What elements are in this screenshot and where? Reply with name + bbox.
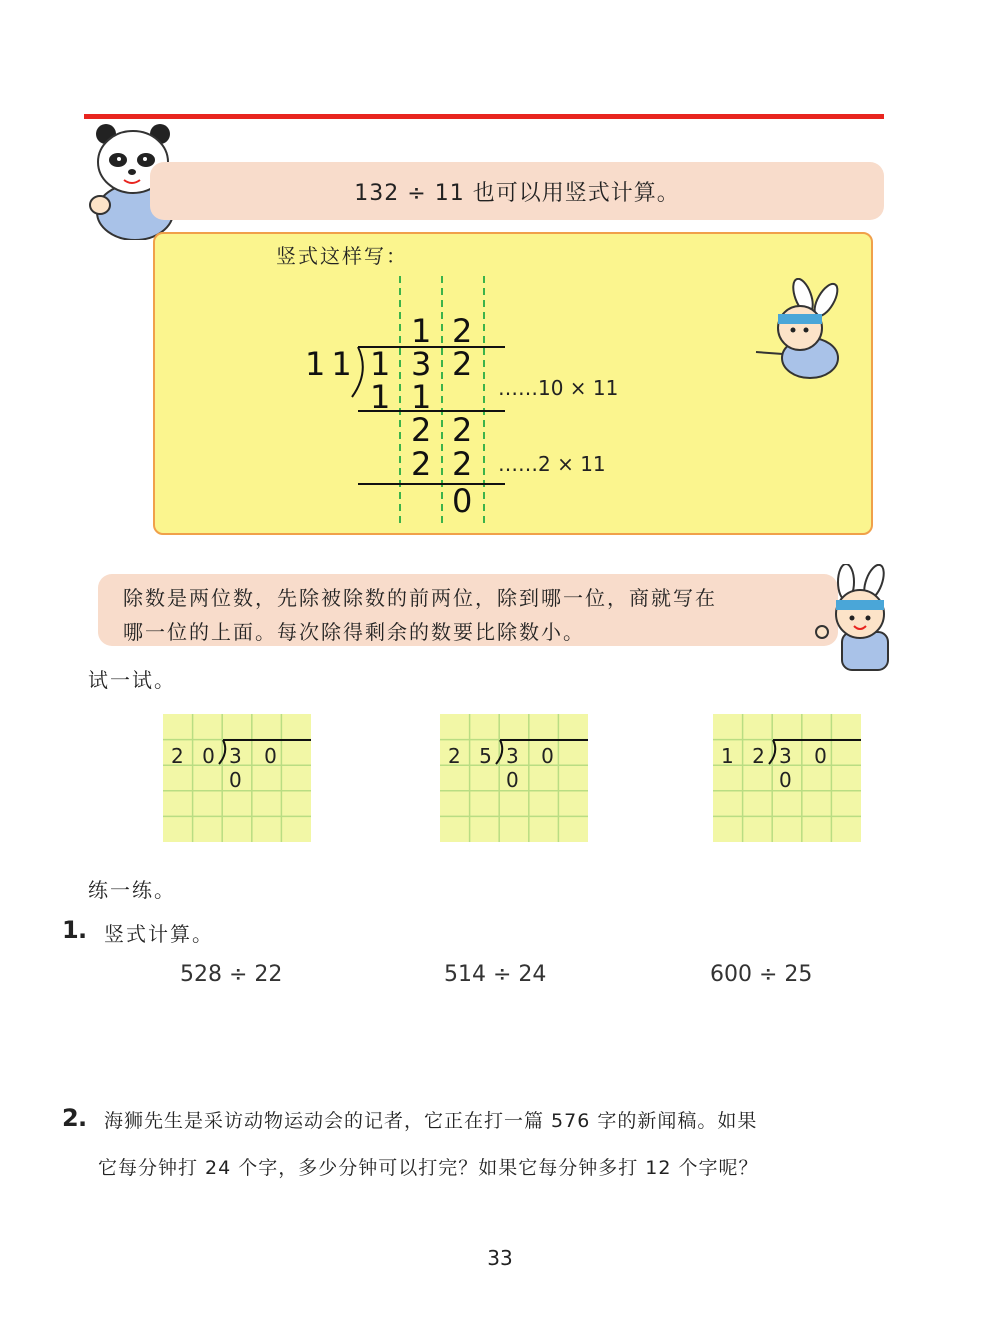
dividend-digit: 3 xyxy=(411,345,432,383)
dividend-digit: 2 xyxy=(452,345,473,383)
practice-grid xyxy=(163,714,311,842)
final-remainder: 0 xyxy=(452,482,473,520)
question-2-line: 它每分钟打 24 个字，多少分钟可以打完？如果它每分钟多打 12 个字呢？ xyxy=(98,1157,759,1179)
grid-dividend: 3 0 0 xyxy=(506,744,562,792)
tip-bubble xyxy=(98,574,838,646)
question-1-text: 竖式计算。 xyxy=(104,922,214,946)
step2-digit: 2 xyxy=(411,445,432,483)
rabbit-illustration xyxy=(748,278,858,383)
question-dot: . xyxy=(78,916,88,944)
example-caption: 竖式这样写： xyxy=(276,244,408,268)
division-problem: 528 ÷ 22 xyxy=(180,962,283,987)
header-rule xyxy=(84,114,884,119)
quotient-digit: 2 xyxy=(452,312,473,350)
rabbit-illustration xyxy=(808,564,908,674)
grid-dividend: 3 0 0 xyxy=(229,744,285,792)
step2-note: ……2 × 11 xyxy=(498,452,606,476)
practice-grid xyxy=(713,714,861,842)
tip-line: 除数是两位数，先除被除数的前两位，除到哪一位，商就写在 xyxy=(123,586,717,610)
practice-grid xyxy=(440,714,588,842)
tip-line: 哪一位的上面。每次除得剩余的数要比除数小。 xyxy=(123,620,585,644)
grid-divisor: 2 0 xyxy=(171,744,221,768)
quotient-digit: 1 xyxy=(411,312,432,350)
step2-digit: 2 xyxy=(452,445,473,483)
step1-digit: 1 xyxy=(411,378,432,416)
example-title: 132 ÷ 11 也可以用竖式计算。 xyxy=(354,181,680,206)
dividend-digit: 1 xyxy=(370,345,391,383)
example-title-bubble xyxy=(150,162,884,220)
remainder1-digit: 2 xyxy=(411,411,432,449)
remainder1-digit: 2 xyxy=(452,411,473,449)
divisor: 11 xyxy=(305,345,358,383)
long-division-lines xyxy=(300,276,520,532)
question-number: 2 xyxy=(62,1104,79,1132)
page-number: 33 xyxy=(487,1246,513,1270)
step1-digit: 1 xyxy=(370,378,391,416)
division-problem: 600 ÷ 25 xyxy=(710,962,813,987)
division-problem: 514 ÷ 24 xyxy=(444,962,547,987)
grid-dividend: 3 0 0 xyxy=(779,744,835,792)
question-dot: . xyxy=(78,1104,88,1132)
try-label: 试一试。 xyxy=(88,668,176,692)
question-number: 1 xyxy=(62,916,79,944)
step1-note: ……10 × 11 xyxy=(498,376,619,400)
grid-divisor: 2 5 xyxy=(448,744,498,768)
grid-divisor: 1 2 xyxy=(721,744,771,768)
practice-label: 练一练。 xyxy=(88,878,176,902)
question-2-line: 海狮先生是采访动物运动会的记者，它正在打一篇 576 字的新闻稿。如果 xyxy=(104,1110,758,1132)
